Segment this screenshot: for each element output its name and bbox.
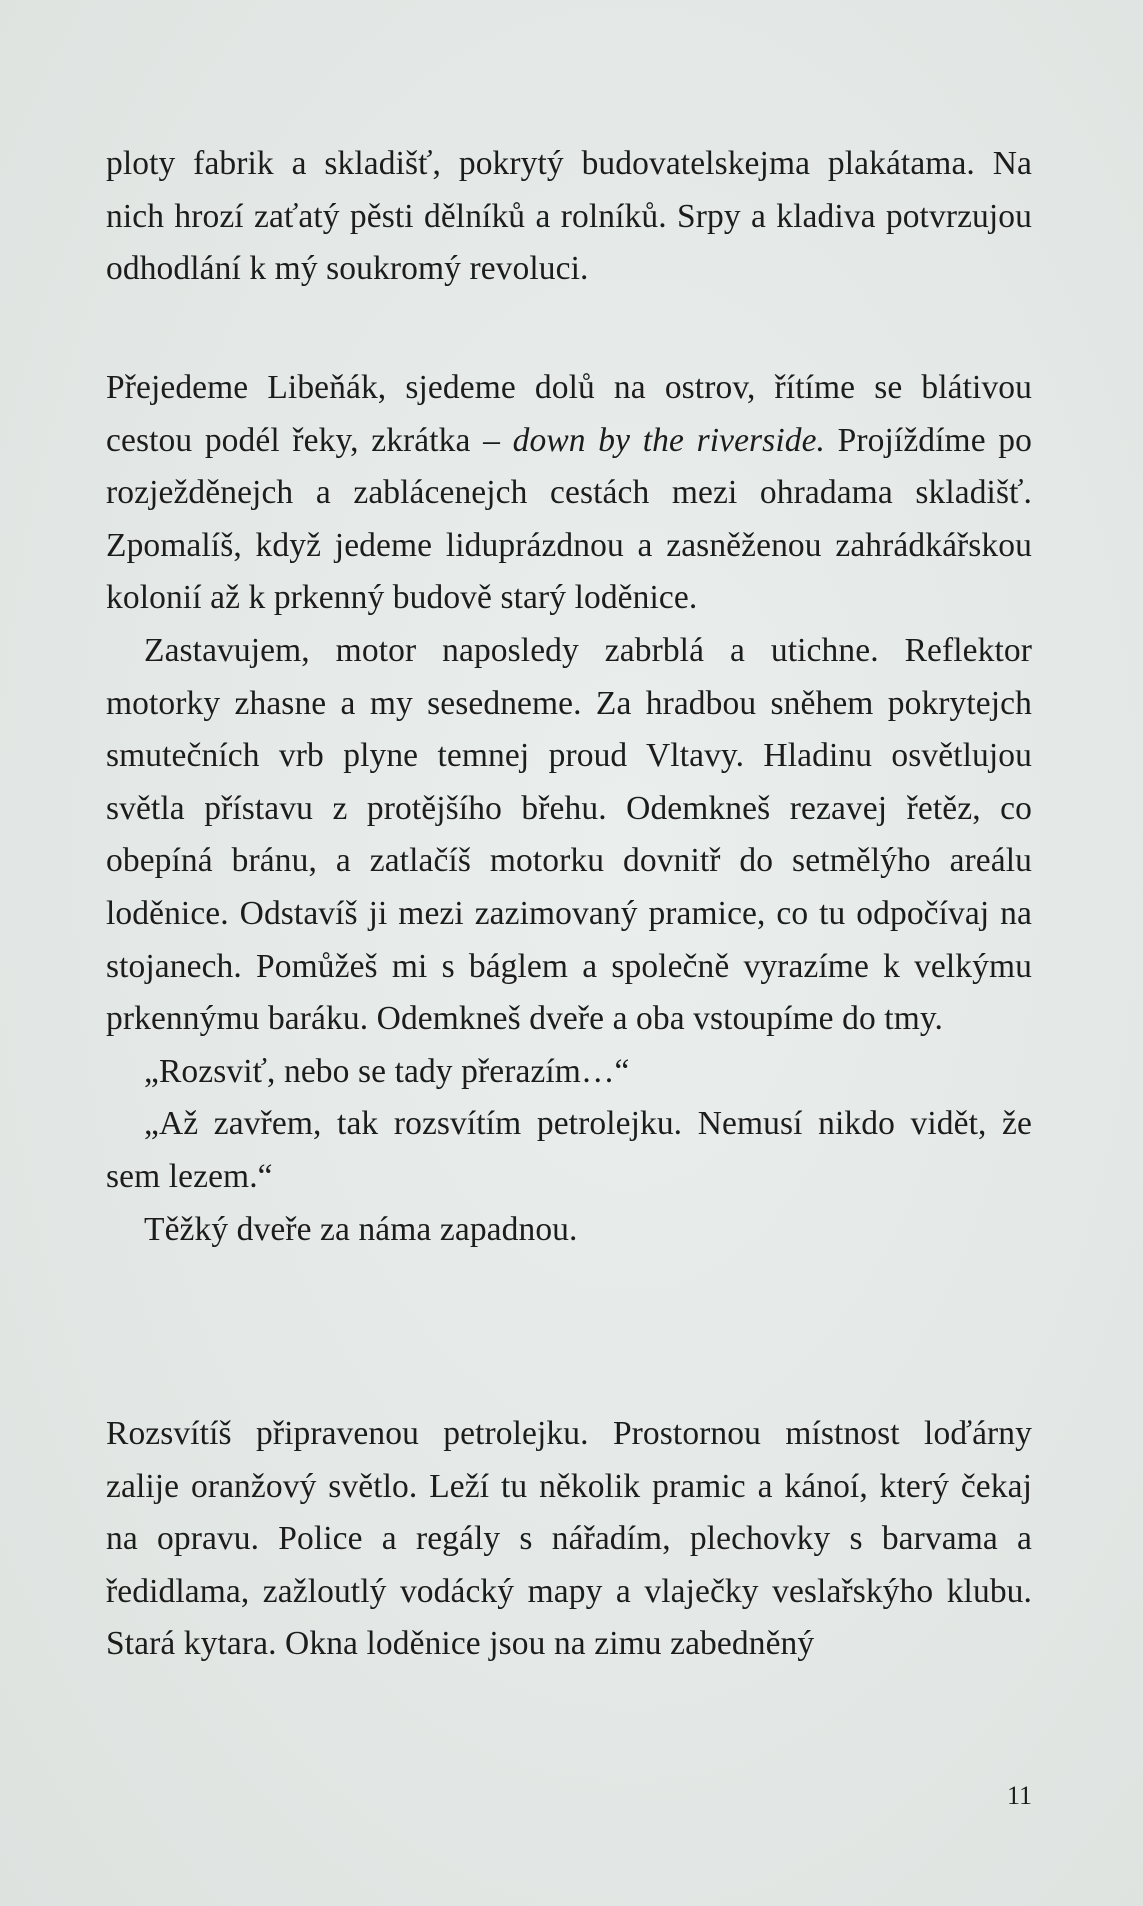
italic-phrase: down by the riverside. — [512, 421, 826, 459]
paragraph-text: Projíždíme po rozježděnejch a zablácenejch cestách mezi ohradama skladišť. Zpomalíš, když jedeme liduprázdnou a zasněženou zahrádkářskou kolonií až k prkenný budově starý loděnice. — [106, 421, 1033, 617]
paragraph-libenak — [106, 362, 1032, 625]
paragraph-continuation: ploty fabrik a skladišť, pokrytý budovatelskejma plakátama. Na nich hrozí zaťatý pěsti dělníků a rolníků. Srpy a kladiva potvrzujou odhodlání k mý soukromý revoluci. — [106, 145, 1032, 288]
paragraph-zastavujem: Zastavujem, motor naposledy zabrblá a utichne. Reflektor motorky zhasne a my sesedneme. Za hradbou sněhem pokrytejch smutečních vrb plyne temnej proud Vltavy. Hladinu osvětlujou světla přístavu z protějšího břehu. Odemkneš rezavej řetěz, co obepíná bránu, a zatlačíš motorku dovnitř do setmělýho areálu loděnice. Odstavíš ji mezi zazimovaný pramice, co tu odpočívaj na stojanech. Pomůžeš mi s báglem a společně vyrazíme k velkýmu prkennýmu baráku. Odemkneš dveře a oba vstoupíme do tmy. — [106, 631, 1032, 1038]
text-block-top — [106, 138, 1032, 296]
text-block-middle — [106, 362, 1032, 1256]
page-number: 11 — [1006, 1781, 1032, 1810]
paragraph-doors: Těžký dveře za náma zapadnou. — [144, 1210, 578, 1248]
text-block-bottom — [106, 1408, 1032, 1671]
dialogue-line-1: „Rozsviť, nebo se tady přerazím…“ — [144, 1052, 630, 1090]
dialogue-line-2: „Až zavřem, tak rozsvítím petrolejku. Nemusí nikdo vidět, že sem lezem.“ — [106, 1105, 1032, 1195]
paragraph-text: Přejedeme Libeňák, sjedeme dolů na ostrov, řítíme se blátivou cestou podél řeky, zkrátka – — [106, 369, 1032, 459]
paragraph-petrolejka: Rozsvítíš připravenou petrolejku. Prostornou místnost loďárny zalije oranžový světlo. Leží tu několik pramic a kánoí, který čekaj na opravu. Police a regály s nářadím, plechovky s barvama a ředidlama, zažloutlý vodácký mapy a vlaječky veslařskýho klubu. Stará kytara. Okna loděnice jsou na zimu zabedněný — [106, 1415, 1032, 1663]
